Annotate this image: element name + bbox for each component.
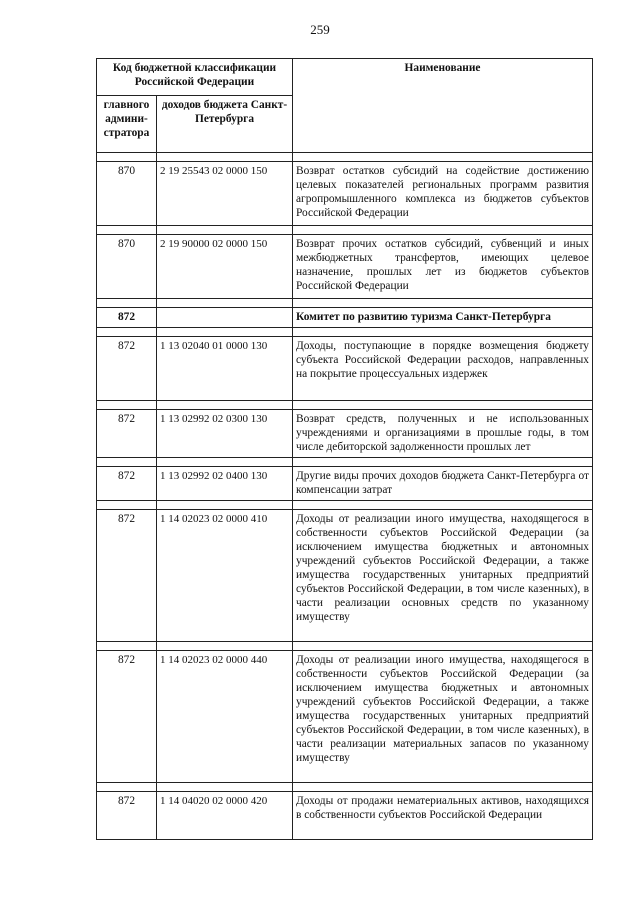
name-cell: Комитет по развитию туризма Санкт-Петербурга — [293, 308, 593, 328]
name-cell: Возврат прочих остатков субсидий, субвенций и иных межбюджетных трансфертов, имеющих целевое назначение, прошлых лет из бюджетов субъектов Российской Федерации — [293, 235, 593, 299]
table-row — [97, 651, 593, 783]
table-row — [97, 510, 593, 642]
row-spacer-cell — [157, 501, 293, 510]
name-cell: Другие виды прочих доходов бюджета Санкт-Петербурга от компенсации затрат — [293, 467, 593, 501]
row-spacer-cell — [157, 226, 293, 235]
admin-code-cell: 872 — [97, 510, 157, 642]
admin-code-cell: 872 — [97, 337, 157, 401]
revenue-code-cell: 1 14 04020 02 0000 420 — [157, 792, 293, 840]
admin-code-cell: 872 — [97, 467, 157, 501]
table-row — [97, 308, 593, 328]
table-row — [97, 162, 593, 226]
revenue-code-cell: 1 13 02040 01 0000 130 — [157, 337, 293, 401]
table-row — [97, 337, 593, 401]
row-spacer-cell — [293, 642, 593, 651]
name-cell: Возврат остатков субсидий на содействие достижению целевых показателей региональных программ развития агропромышленного комплекса из бюджетов субъектов Российской Федерации — [293, 162, 593, 226]
table-row — [97, 792, 593, 840]
row-spacer-cell — [293, 783, 593, 792]
name-cell: Возврат средств, полученных и не использованных учреждениями и организациями в прошлые годы, в том числе дебиторской задолженности прошлых лет — [293, 410, 593, 458]
header-admin: главного админи-стратора — [97, 96, 157, 153]
row-spacer-cell — [97, 401, 157, 410]
name-cell: Доходы от продажи нематериальных активов, находящихся в собственности субъектов Российской Федерации — [293, 792, 593, 840]
row-spacer — [97, 153, 593, 162]
row-spacer-cell — [97, 328, 157, 337]
row-spacer-cell — [157, 642, 293, 651]
row-spacer-cell — [157, 783, 293, 792]
row-spacer — [97, 299, 593, 308]
row-spacer-cell — [97, 501, 157, 510]
row-spacer-cell — [97, 153, 157, 162]
row-spacer — [97, 501, 593, 510]
header-name: Наименование — [293, 59, 593, 153]
revenue-code-cell: 1 14 02023 02 0000 410 — [157, 510, 293, 642]
row-spacer — [97, 642, 593, 651]
revenue-code-cell: 2 19 25543 02 0000 150 — [157, 162, 293, 226]
table-row — [97, 410, 593, 458]
row-spacer — [97, 328, 593, 337]
page-number: 259 — [310, 22, 330, 37]
row-spacer-cell — [97, 458, 157, 467]
header-code-group: Код бюджетной классификации Российской Федерации — [97, 59, 293, 96]
row-spacer-cell — [293, 401, 593, 410]
row-spacer — [97, 458, 593, 467]
row-spacer-cell — [97, 226, 157, 235]
row-spacer-cell — [293, 226, 593, 235]
budget-classification-table — [96, 58, 593, 840]
row-spacer — [97, 783, 593, 792]
row-spacer-cell — [157, 153, 293, 162]
row-spacer-cell — [157, 328, 293, 337]
admin-code-cell: 872 — [97, 792, 157, 840]
row-spacer-cell — [293, 299, 593, 308]
row-spacer-cell — [293, 153, 593, 162]
admin-code-cell: 872 — [97, 651, 157, 783]
row-spacer-cell — [293, 501, 593, 510]
table-row — [97, 467, 593, 501]
row-spacer-cell — [97, 783, 157, 792]
row-spacer-cell — [157, 299, 293, 308]
admin-code-cell: 872 — [97, 410, 157, 458]
name-cell: Доходы, поступающие в порядке возмещения бюджету субъекта Российской Федерации расходов, направленных на покрытие процессуальных издержек — [293, 337, 593, 401]
table-header-row — [97, 59, 593, 96]
name-cell: Доходы от реализации иного имущества, находящегося в собственности субъектов Российской Федерации (за исключением имущества бюджетных и автономных учреждений субъектов Российской Федерации, а также имущества государственных унитарных предприятий субъектов Российской Федерации, в том числе казенных), в части реализации материальных запасов по указанному имуществу — [293, 651, 593, 783]
row-spacer — [97, 226, 593, 235]
revenue-code-cell: 1 13 02992 02 0300 130 — [157, 410, 293, 458]
row-spacer-cell — [157, 458, 293, 467]
row-spacer-cell — [293, 328, 593, 337]
revenue-code-cell: 2 19 90000 02 0000 150 — [157, 235, 293, 299]
name-cell: Доходы от реализации иного имущества, находящегося в собственности субъектов Российской Федерации (за исключением имущества бюджетных и автономных учреждений субъектов Российской Федерации, а также имущества государственных унитарных предприятий субъектов Российской Федерации, в том числе казенных), в части реализации основных средств по указанному имуществу — [293, 510, 593, 642]
row-spacer-cell — [97, 299, 157, 308]
row-spacer-cell — [157, 401, 293, 410]
revenue-code-cell: 1 13 02992 02 0400 130 — [157, 467, 293, 501]
revenue-code-cell: 1 14 02023 02 0000 440 — [157, 651, 293, 783]
admin-code-cell: 870 — [97, 235, 157, 299]
table-body — [97, 153, 593, 840]
table-row — [97, 235, 593, 299]
row-spacer-cell — [293, 458, 593, 467]
row-spacer-cell — [97, 642, 157, 651]
admin-code-cell: 872 — [97, 308, 157, 328]
header-revenue: доходов бюджета Санкт-Петербурга — [157, 96, 293, 153]
row-spacer — [97, 401, 593, 410]
revenue-code-cell — [157, 308, 293, 328]
admin-code-cell: 870 — [97, 162, 157, 226]
